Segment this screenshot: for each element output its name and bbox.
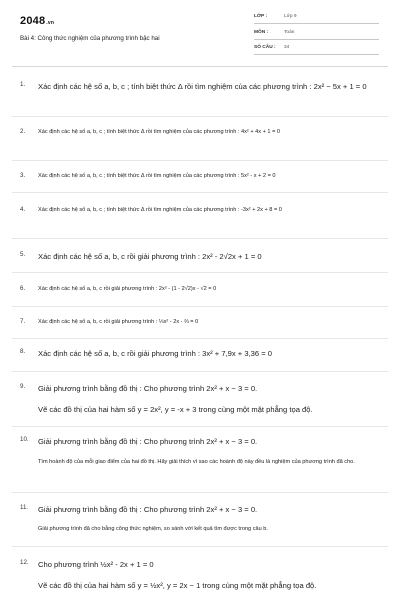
question-number: 11. [20, 504, 29, 511]
brand-suffix: .vn [46, 20, 55, 26]
meta-class [254, 12, 379, 24]
question-number: 6. [20, 285, 26, 292]
meta-count [254, 43, 379, 55]
question-divider [12, 338, 388, 339]
question-text: Xác định các hệ số a, b, c ; tính biệt thức Δ rồi tìm nghiệm của các phương trình : -3x² + 2x + 8 = 0 [38, 207, 282, 213]
question-divider [12, 160, 388, 161]
question-subtext: Vẽ các đồ thị của hai hàm số y = 2x², y = -x + 3 trong cùng một mặt phẳng tọa độ. [38, 405, 313, 414]
meta-subject-label: MÔN : [254, 30, 269, 35]
meta-count-label: SỐ CÂU : [254, 45, 276, 50]
meta-divider [254, 39, 379, 40]
lesson-title: Bài 4: Công thức nghiệm của phương trình bậc hai [20, 35, 160, 42]
meta-count-value: 34 [284, 45, 290, 50]
meta-class-label: LỚP : [254, 14, 268, 19]
question-subtext: Tìm hoành độ của mỗi giao điểm của hai đồ thị. Hãy giải thích vì sao các hoành độ này đều là nghiệm của phương trình đã cho. [38, 459, 355, 465]
meta-subject [254, 28, 379, 40]
meta-class-value: Lớp 9 [284, 14, 297, 19]
question-text: Xác định các hệ số a, b, c rồi giải phương trình : 3x² + 7,9x + 3,36 = 0 [38, 349, 273, 358]
question-text: Giải phương trình bằng đồ thị : Cho phương trình 2x² + x − 3 = 0. [38, 505, 258, 514]
question-number: 2. [20, 128, 26, 135]
question-divider [12, 492, 388, 493]
question-divider [12, 238, 388, 239]
brand-name: 2048 [20, 15, 46, 27]
question-divider [12, 272, 388, 273]
question-number: 9. [20, 383, 26, 390]
question-divider [12, 192, 388, 193]
question-text: Giải phương trình bằng đồ thị : Cho phương trình 2x² + x − 3 = 0. [38, 384, 258, 393]
question-divider [12, 546, 388, 547]
question-text: Xác định các hệ số a, b, c ; tính biệt thức Δ rồi tìm nghiệm của các phương trình : 4x² + 4x + 1 = 0 [38, 129, 281, 135]
question-divider [12, 371, 388, 372]
question-number: 7. [20, 318, 26, 325]
meta-subject-value: Toán [284, 30, 295, 35]
question-divider [12, 306, 388, 307]
question-divider [12, 116, 388, 117]
question-subtext: Vẽ các đồ thị của hai hàm số y = ½x², y = 2x − 1 trong cùng một mặt phẳng tọa độ. [38, 581, 317, 590]
meta-divider [254, 23, 379, 24]
question-subtext: Giải phương trình đã cho bằng công thức nghiệm, so sánh với kết quả tìm được trong câu b. [38, 526, 268, 532]
question-number: 5. [20, 251, 26, 258]
meta-divider [254, 54, 379, 55]
question-number: 8. [20, 348, 26, 355]
question-number: 12. [20, 559, 29, 566]
page-header [0, 0, 400, 66]
question-text: Giải phương trình bằng đồ thị : Cho phương trình 2x² + x − 3 = 0. [38, 437, 258, 446]
header-divider [12, 66, 388, 67]
question-number: 3. [20, 172, 26, 179]
question-text: Xác định các hệ số a, b, c rồi giải phương trình : 2x² - (1 - 2√2)x - √2 = 0 [38, 286, 217, 292]
brand-logo[interactable] [20, 15, 54, 27]
question-number: 1. [20, 81, 26, 88]
question-number: 10. [20, 436, 29, 443]
question-text: Xác định các hệ số a, b, c rồi giải phương trình : 2x² - 2√2x + 1 = 0 [38, 252, 262, 261]
question-text: Xác định các hệ số a, b, c rồi giải phương trình : ⅓x² - 2x - ⅔ = 0 [38, 319, 199, 325]
question-text: Cho phương trình ½x² - 2x + 1 = 0 [38, 560, 154, 569]
question-number: 4. [20, 206, 26, 213]
question-text: Xác định các hệ số a, b, c ; tính biệt thức Δ rồi tìm nghiệm của các phương trình : 5x² - x + 2 = 0 [38, 173, 276, 179]
question-text: Xác định các hệ số a, b, c ; tính biệt thức Δ rồi tìm nghiệm của các phương trình : 2x² − 5x + 1 = 0 [38, 82, 367, 91]
question-divider [12, 426, 388, 427]
